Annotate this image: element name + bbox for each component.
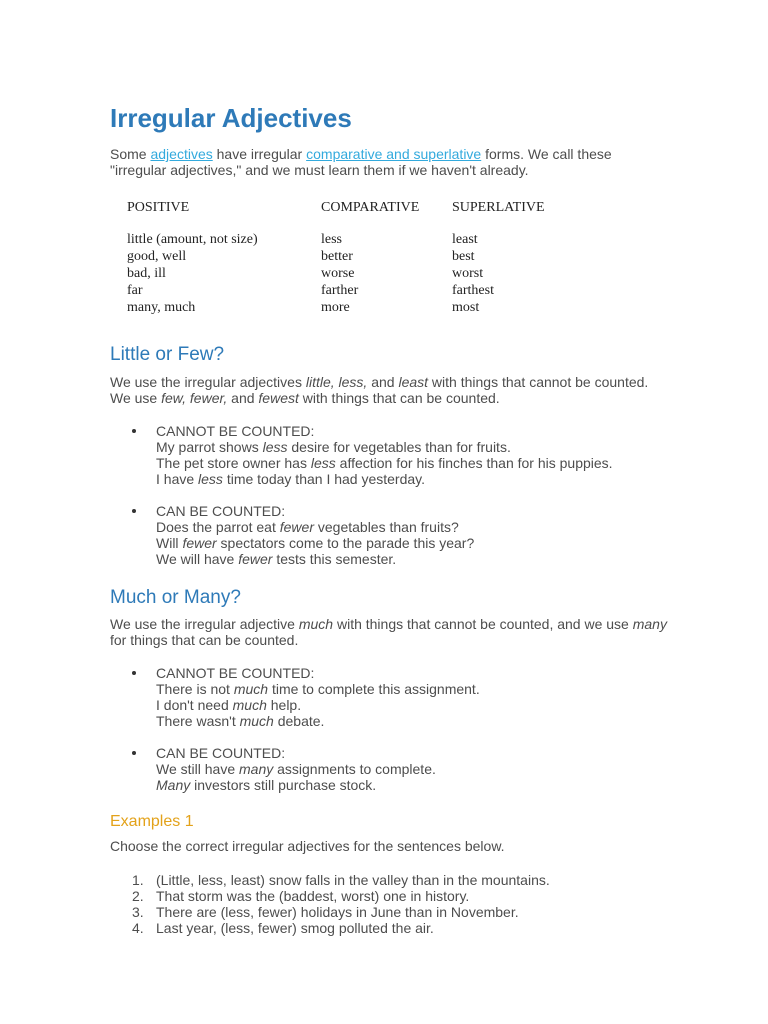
example-text: That storm was the (baddest, worst) one in history. [156,888,470,904]
list-item [110,423,670,487]
examples-instruction: Choose the correct irregular adjectives for the sentences below. [110,838,505,854]
table-cell: good, well [127,249,187,264]
list-item [110,888,670,904]
table-header: POSITIVE [127,200,190,215]
text: and [227,390,259,406]
example-text: (Little, less, least) snow falls in the valley than in the mountains. [156,872,550,888]
intro-paragraph [110,146,670,178]
table-cell: best [452,249,475,264]
table-cell: bad, ill [127,266,166,281]
table-header: COMPARATIVE [321,200,420,215]
example-sentence: I don't need much help. [156,697,302,713]
intro-text-2: have irregular [212,146,307,162]
table-cell: farther [321,283,359,298]
table-cell: many, much [127,300,196,315]
superlative-column [452,199,545,316]
table-cell: more [321,300,350,315]
bullet-label: CANNOT BE COUNTED: [156,665,315,681]
text: and [367,374,399,390]
list-item [110,745,670,793]
table-cell: worst [452,266,484,281]
example-sentence: Many investors still purchase stock. [156,777,377,793]
table-cell: better [321,249,353,264]
example-text: There are (less, fewer) holidays in June than in November. [156,904,519,920]
page-title: Irregular Adjectives [110,103,352,133]
text: for things that can be counted. [110,632,299,648]
emphasis-text: much [298,616,334,632]
list-item [110,920,670,936]
bullet-label: CAN BE COUNTED: [156,503,286,519]
comparative-column [321,199,419,316]
bullet-label: CAN BE COUNTED: [156,745,286,761]
example-sentence: Will fewer spectators come to the parade this year? [156,535,475,551]
table-cell: farthest [452,283,494,298]
item-number: 1. [132,872,144,888]
item-number: 2. [132,888,144,904]
bullet-label: CANNOT BE COUNTED: [156,423,315,439]
text: We use the irregular adjectives [110,374,306,390]
example-sentence: There wasn't much debate. [156,713,325,729]
list-item [110,665,670,729]
much-many-paragraph [110,616,670,648]
example-sentence: I have less time today than I had yesterday. [156,471,426,487]
item-number: 3. [132,904,144,920]
example-sentence: My parrot shows less desire for vegetables than for fruits. [156,439,511,455]
example-sentence: We will have fewer tests this semester. [156,551,397,567]
table-cell: least [452,232,478,247]
emphasis-text: few, fewer, [161,390,228,406]
list-item [110,503,670,567]
table-cell: worse [321,266,355,281]
examples-heading: Examples 1 [110,813,194,830]
bullet-icon [132,671,136,675]
emphasis-text: fewest [258,390,299,406]
emphasis-text: little, less, [305,374,368,390]
table-cell: far [127,283,143,298]
emphasis-text: many [632,616,667,632]
table-header: SUPERLATIVE [452,200,545,215]
intro-text-1: Some [110,146,151,162]
text: with things that can be counted. [298,390,500,406]
table-cell: less [321,232,342,247]
much-or-many-heading: Much or Many? [110,587,241,608]
little-few-paragraph [110,374,670,406]
comparative-superlative-link[interactable]: comparative and superlative [306,146,482,162]
emphasis-text: least [398,374,429,390]
text: We use the irregular adjective [110,616,299,632]
much-many-bullet-list [110,665,670,809]
item-number: 4. [132,920,144,936]
example-sentence: There is not much time to complete this assignment. [156,681,480,697]
text: with things that cannot be counted, and we use [333,616,633,632]
table-cell: little (amount, not size) [127,232,258,247]
example-sentence: The pet store owner has less affection for his finches than for his puppies. [156,455,613,471]
text: with things that cannot be counted. We use [110,374,649,406]
bullet-icon [132,429,136,433]
intro-text-3: forms. We call these "irregular adjectives," and we must learn them if we haven't already. [110,146,612,178]
list-item [110,872,670,888]
example-sentence: Does the parrot eat fewer vegetables than fruits? [156,519,459,535]
little-few-bullet-list [110,423,670,583]
little-or-few-heading: Little or Few? [110,344,225,365]
bullet-icon [132,751,136,755]
examples-numbered-list [110,872,670,936]
example-sentence: We still have many assignments to complete. [156,761,436,777]
bullet-icon [132,509,136,513]
positive-column [127,199,258,316]
example-text: Last year, (less, fewer) smog polluted the air. [156,920,434,936]
table-cell: most [452,300,480,315]
list-item [110,904,670,920]
adjectives-link[interactable]: adjectives [150,146,213,162]
